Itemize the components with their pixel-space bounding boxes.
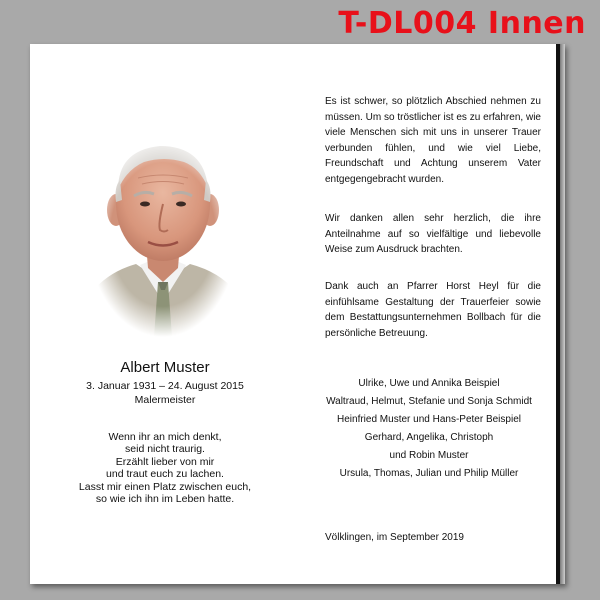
signer-line: Gerhard, Angelika, Christoph bbox=[364, 432, 494, 443]
signer-line: Ursula, Thomas, Julian und Philip Müller bbox=[339, 468, 519, 479]
place-date: Völklingen, im September 2019 bbox=[325, 532, 464, 543]
thanks-paragraph-2: Wir danken allen sehr herzlich, die ihre Anteilnahme auf so vielfältige und liebevolle Weise zum Ausdruck brachten. bbox=[325, 213, 541, 256]
portrait-photo bbox=[88, 132, 238, 337]
signers-list bbox=[305, 375, 553, 483]
card-fold-shadow bbox=[560, 44, 565, 584]
profession: Malermeister bbox=[134, 394, 196, 406]
deceased-name: Albert Muster bbox=[120, 359, 210, 376]
thanks-paragraph-3: Dank auch an Pfarrer Horst Heyl für die einfühlsame Gestaltung der Trauerfeier sowie dem Bestattungsunternehmen Bollbach für die persönliche Betreuung. bbox=[325, 281, 541, 339]
poem-line: so wie ich ihn im Leben hatte. bbox=[95, 493, 235, 506]
signer-line: Waltraud, Helmut, Stefanie und Sonja Schmidt bbox=[326, 396, 532, 407]
signer-line: und Robin Muster bbox=[389, 450, 469, 461]
poem-line: und traut euch zu lachen. bbox=[106, 468, 224, 481]
product-code: T-DL004 Innen bbox=[338, 6, 586, 41]
signer-line: Ulrike, Uwe und Annika Beispiel bbox=[358, 378, 500, 389]
mourning-card bbox=[30, 44, 565, 584]
signer-line: Heinfried Muster und Hans-Peter Beispiel bbox=[337, 414, 521, 425]
poem-line: seid nicht traurig. bbox=[125, 443, 205, 456]
life-dates: 3. Januar 1931 – 24. August 2015 bbox=[86, 380, 244, 392]
poem-line: Wenn ihr an mich denkt, bbox=[108, 431, 222, 443]
poem-line: Erzählt lieber von mir bbox=[115, 455, 215, 468]
poem-line: Lasst mir einen Platz zwischen euch, bbox=[78, 480, 252, 493]
poem bbox=[40, 431, 290, 505]
thanks-paragraph-1: Es ist schwer, so plötzlich Abschied nehmen zu müssen. Um so tröstlicher ist es zu erfahren, wie viele Menschen sich mit uns in unserer Trauer verbunden fühlen, und wie viel Liebe, Freundschaft und Achtung unserem Vater entgegengebracht wurden. bbox=[325, 96, 541, 185]
